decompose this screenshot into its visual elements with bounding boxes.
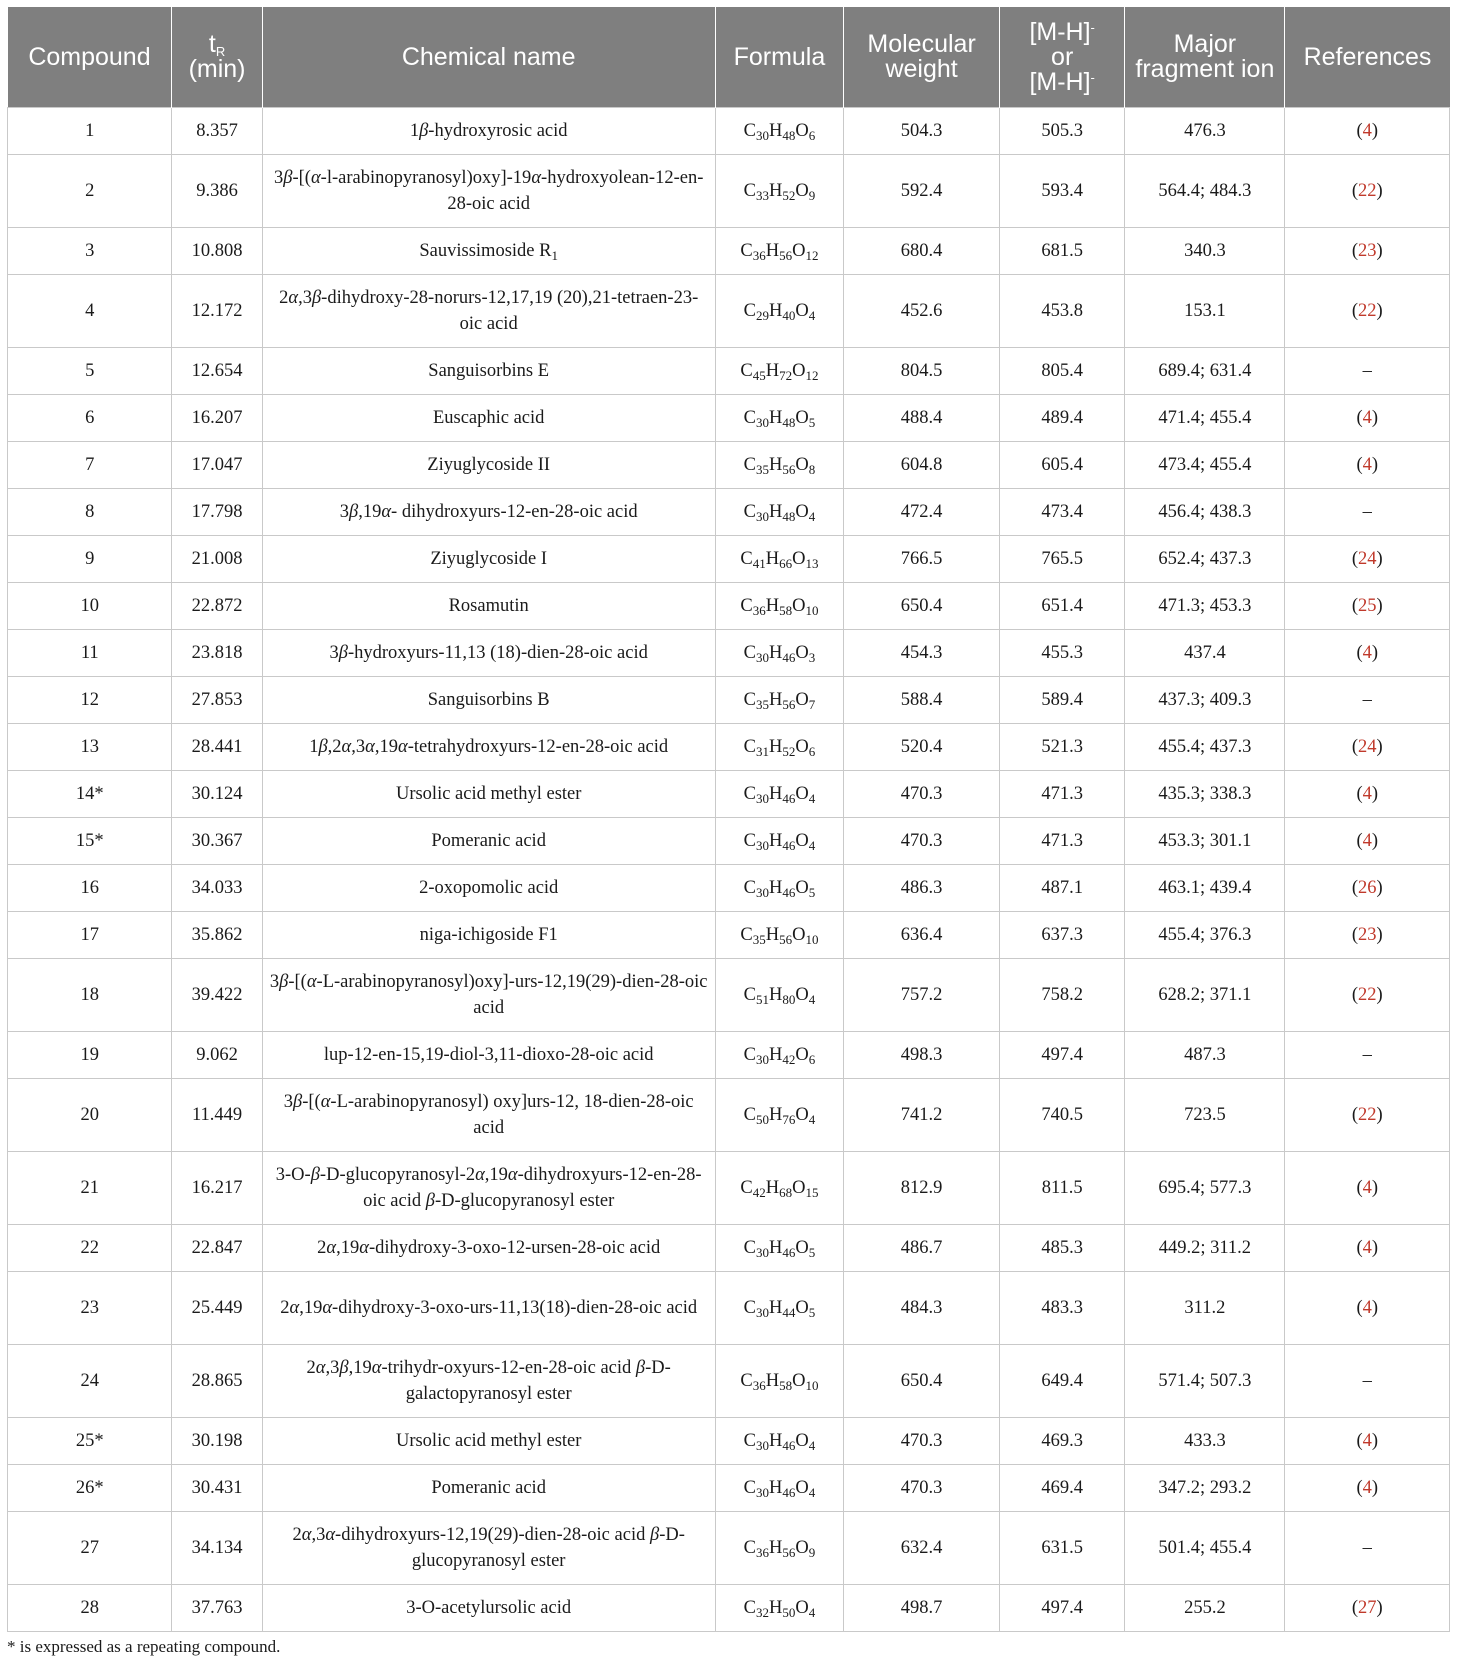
cell-formula: $C_{33}H_{52}O_9$ — [715, 155, 843, 228]
cell-formula: $C_{36}H_{58}O_{10}$ — [715, 583, 843, 630]
cell-retention-time: 39.422 — [172, 959, 262, 1032]
table-row — [8, 818, 1450, 865]
cell-chemical-name: 2α,19α-dihydroxy-3-oxo-12-ursen-28-oic acid — [262, 1225, 715, 1272]
cell-ion: 811.5 — [1000, 1152, 1125, 1225]
reference-link[interactable]: 22 — [1357, 301, 1377, 321]
cell-compound: 14* — [8, 771, 172, 818]
reference-link[interactable]: 27 — [1357, 1598, 1377, 1618]
reference-link[interactable]: 4 — [1362, 784, 1372, 804]
cell-retention-time: 22.872 — [172, 583, 262, 630]
cell-chemical-name: lup-12-en-15,19-diol-3,11-dioxo-28-oic acid — [262, 1032, 715, 1079]
cell-chemical-name: 1β,2α,3α,19α-tetrahydroxyurs-12-en-28-oic acid — [262, 724, 715, 771]
cell-reference: (22) — [1285, 1079, 1450, 1152]
cell-reference: (4) — [1285, 1152, 1450, 1225]
header-compound: Compound — [8, 7, 172, 108]
cell-ion: 637.3 — [1000, 912, 1125, 959]
cell-ion: 758.2 — [1000, 959, 1125, 1032]
table-row — [8, 724, 1450, 771]
cell-fragment: 347.2; 293.2 — [1125, 1465, 1285, 1512]
table-row — [8, 155, 1450, 228]
cell-ion: 589.4 — [1000, 677, 1125, 724]
reference-link[interactable]: 4 — [1362, 831, 1372, 851]
reference-link[interactable]: 26 — [1357, 878, 1377, 898]
table-row — [8, 1418, 1450, 1465]
cell-compound: 12 — [8, 677, 172, 724]
cell-retention-time: 30.198 — [172, 1418, 262, 1465]
cell-compound: 25* — [8, 1418, 172, 1465]
cell-reference: – — [1285, 1512, 1450, 1585]
cell-retention-time: 22.847 — [172, 1225, 262, 1272]
cell-compound: 2 — [8, 155, 172, 228]
reference-link[interactable]: 23 — [1357, 925, 1377, 945]
header-references: References — [1285, 7, 1450, 108]
cell-reference: (22) — [1285, 155, 1450, 228]
cell-chemical-name: 3β-[(α-l-arabinopyranosyl)oxy]-19α-hydroxyolean-12-en-28-oic acid — [262, 155, 715, 228]
cell-reference: (24) — [1285, 724, 1450, 771]
cell-fragment: 433.3 — [1125, 1418, 1285, 1465]
table-row — [8, 771, 1450, 818]
reference-link[interactable]: 24 — [1357, 737, 1377, 757]
cell-molecular-weight: 452.6 — [844, 275, 1000, 348]
cell-molecular-weight: 498.7 — [844, 1585, 1000, 1632]
cell-ion: 521.3 — [1000, 724, 1125, 771]
cell-compound: 26* — [8, 1465, 172, 1512]
table-row — [8, 1032, 1450, 1079]
cell-molecular-weight: 484.3 — [844, 1272, 1000, 1345]
table-row — [8, 228, 1450, 275]
cell-formula: $C_{30}H_{46}O_3$ — [715, 630, 843, 677]
cell-compound: 5 — [8, 348, 172, 395]
cell-chemical-name: Pomeranic acid — [262, 1465, 715, 1512]
cell-formula: $C_{30}H_{46}O_5$ — [715, 865, 843, 912]
cell-formula: $C_{30}H_{48}O_5$ — [715, 395, 843, 442]
cell-chemical-name: niga-ichigoside F1 — [262, 912, 715, 959]
cell-chemical-name: Sanguisorbins B — [262, 677, 715, 724]
header-tr-main: t — [208, 30, 216, 58]
cell-molecular-weight: 636.4 — [844, 912, 1000, 959]
cell-chemical-name: 3β-[(α-L-arabinopyranosyl)oxy]-urs-12,19(29)-dien-28-oic acid — [262, 959, 715, 1032]
cell-chemical-name: 3β-hydroxyurs-11,13 (18)-dien-28-oic acid — [262, 630, 715, 677]
table-row — [8, 1345, 1450, 1418]
table-row — [8, 1465, 1450, 1512]
cell-reference: (4) — [1285, 630, 1450, 677]
cell-retention-time: 28.865 — [172, 1345, 262, 1418]
cell-compound: 21 — [8, 1152, 172, 1225]
cell-reference: (4) — [1285, 1225, 1450, 1272]
reference-link[interactable]: 4 — [1362, 1178, 1372, 1198]
cell-compound: 11 — [8, 630, 172, 677]
cell-fragment: 255.2 — [1125, 1585, 1285, 1632]
cell-ion: 473.4 — [1000, 489, 1125, 536]
compound-table — [7, 7, 1450, 1632]
cell-reference: (22) — [1285, 275, 1450, 348]
cell-formula: $C_{29}H_{40}O_4$ — [715, 275, 843, 348]
cell-chemical-name: Ziyuglycoside II — [262, 442, 715, 489]
table-row — [8, 1272, 1450, 1345]
cell-retention-time: 8.357 — [172, 108, 262, 155]
cell-molecular-weight: 470.3 — [844, 1465, 1000, 1512]
cell-ion: 497.4 — [1000, 1585, 1125, 1632]
cell-retention-time: 34.033 — [172, 865, 262, 912]
cell-retention-time: 12.172 — [172, 275, 262, 348]
header-chemical-name: Chemical name — [262, 7, 715, 108]
header-tr-sub: R — [215, 44, 226, 59]
cell-retention-time: 17.047 — [172, 442, 262, 489]
cell-formula: $C_{30}H_{46}O_4$ — [715, 1418, 843, 1465]
cell-ion: 681.5 — [1000, 228, 1125, 275]
cell-formula: $C_{30}H_{46}O_5$ — [715, 1225, 843, 1272]
header-retention-time — [172, 7, 262, 108]
header-ion-line3-sup: - — [1090, 69, 1095, 85]
cell-ion: 605.4 — [1000, 442, 1125, 489]
cell-reference: (27) — [1285, 1585, 1450, 1632]
cell-compound: 4 — [8, 275, 172, 348]
cell-molecular-weight: 486.7 — [844, 1225, 1000, 1272]
cell-molecular-weight: 470.3 — [844, 1418, 1000, 1465]
cell-molecular-weight: 804.5 — [844, 348, 1000, 395]
cell-reference: – — [1285, 1345, 1450, 1418]
cell-fragment: 340.3 — [1125, 228, 1285, 275]
cell-ion: 453.8 — [1000, 275, 1125, 348]
table-row — [8, 348, 1450, 395]
cell-reference: – — [1285, 348, 1450, 395]
cell-fragment: 695.4; 577.3 — [1125, 1152, 1285, 1225]
table-row — [8, 395, 1450, 442]
header-formula: Formula — [715, 7, 843, 108]
cell-retention-time: 21.008 — [172, 536, 262, 583]
table-row — [8, 536, 1450, 583]
cell-fragment: 476.3 — [1125, 108, 1285, 155]
cell-molecular-weight: 766.5 — [844, 536, 1000, 583]
cell-ion: 805.4 — [1000, 348, 1125, 395]
cell-reference: (4) — [1285, 442, 1450, 489]
cell-retention-time: 23.818 — [172, 630, 262, 677]
cell-reference: (4) — [1285, 108, 1450, 155]
cell-retention-time: 17.798 — [172, 489, 262, 536]
cell-formula: $C_{30}H_{46}O_4$ — [715, 818, 843, 865]
reference-link[interactable]: 4 — [1362, 1298, 1372, 1318]
table-row — [8, 1152, 1450, 1225]
cell-compound: 24 — [8, 1345, 172, 1418]
cell-retention-time: 25.449 — [172, 1272, 262, 1345]
cell-retention-time: 30.367 — [172, 818, 262, 865]
cell-molecular-weight: 504.3 — [844, 108, 1000, 155]
cell-ion: 469.4 — [1000, 1465, 1125, 1512]
header-tr-unit: (min) — [188, 55, 246, 83]
cell-molecular-weight: 632.4 — [844, 1512, 1000, 1585]
cell-retention-time: 12.654 — [172, 348, 262, 395]
cell-fragment: 153.1 — [1125, 275, 1285, 348]
cell-retention-time: 16.207 — [172, 395, 262, 442]
cell-chemical-name: 2α,3β-dihydroxy-28-norurs-12,17,19 (20),21-tetraen-23-oic acid — [262, 275, 715, 348]
reference-link[interactable]: 24 — [1357, 549, 1377, 569]
cell-retention-time: 11.449 — [172, 1079, 262, 1152]
cell-reference: (24) — [1285, 536, 1450, 583]
cell-formula: $C_{30}H_{44}O_5$ — [715, 1272, 843, 1345]
cell-retention-time: 37.763 — [172, 1585, 262, 1632]
cell-ion: 505.3 — [1000, 108, 1125, 155]
cell-chemical-name: 3β,19α- dihydroxyurs-12-en-28-oic acid — [262, 489, 715, 536]
reference-link[interactable]: 23 — [1357, 241, 1377, 261]
cell-fragment: 501.4; 455.4 — [1125, 1512, 1285, 1585]
table-row — [8, 677, 1450, 724]
cell-ion: 471.3 — [1000, 818, 1125, 865]
cell-compound: 17 — [8, 912, 172, 959]
cell-fragment: 437.3; 409.3 — [1125, 677, 1285, 724]
cell-chemical-name: Ursolic acid methyl ester — [262, 1418, 715, 1465]
cell-compound: 19 — [8, 1032, 172, 1079]
cell-fragment: 471.3; 453.3 — [1125, 583, 1285, 630]
header-ion — [1000, 7, 1125, 108]
reference-link[interactable]: 22 — [1357, 1105, 1377, 1125]
cell-compound: 13 — [8, 724, 172, 771]
cell-reference: (22) — [1285, 959, 1450, 1032]
table-row — [8, 865, 1450, 912]
table-row — [8, 1512, 1450, 1585]
table-row — [8, 275, 1450, 348]
cell-fragment: 456.4; 438.3 — [1125, 489, 1285, 536]
cell-molecular-weight: 488.4 — [844, 395, 1000, 442]
cell-formula: $C_{30}H_{48}O_6$ — [715, 108, 843, 155]
compound-table-container — [7, 7, 1450, 1632]
cell-compound: 22 — [8, 1225, 172, 1272]
cell-molecular-weight: 592.4 — [844, 155, 1000, 228]
cell-ion: 469.3 — [1000, 1418, 1125, 1465]
cell-formula: $C_{30}H_{46}O_4$ — [715, 771, 843, 818]
cell-molecular-weight: 472.4 — [844, 489, 1000, 536]
cell-retention-time: 34.134 — [172, 1512, 262, 1585]
cell-molecular-weight: 650.4 — [844, 583, 1000, 630]
cell-reference: (25) — [1285, 583, 1450, 630]
cell-reference: (23) — [1285, 912, 1450, 959]
cell-retention-time: 10.808 — [172, 228, 262, 275]
cell-chemical-name: 2-oxopomolic acid — [262, 865, 715, 912]
cell-compound: 7 — [8, 442, 172, 489]
cell-compound: 9 — [8, 536, 172, 583]
cell-fragment: 628.2; 371.1 — [1125, 959, 1285, 1032]
cell-ion: 485.3 — [1000, 1225, 1125, 1272]
cell-compound: 3 — [8, 228, 172, 275]
cell-formula: $C_{35}H_{56}O_8$ — [715, 442, 843, 489]
cell-reference: – — [1285, 677, 1450, 724]
cell-reference: (26) — [1285, 865, 1450, 912]
table-row — [8, 1585, 1450, 1632]
cell-fragment: 564.4; 484.3 — [1125, 155, 1285, 228]
cell-formula: $C_{30}H_{42}O_6$ — [715, 1032, 843, 1079]
cell-fragment: 455.4; 437.3 — [1125, 724, 1285, 771]
cell-compound: 16 — [8, 865, 172, 912]
cell-formula: $C_{41}H_{66}O_{13}$ — [715, 536, 843, 583]
cell-ion: 740.5 — [1000, 1079, 1125, 1152]
cell-ion: 497.4 — [1000, 1032, 1125, 1079]
cell-ion: 471.3 — [1000, 771, 1125, 818]
cell-molecular-weight: 680.4 — [844, 228, 1000, 275]
cell-chemical-name: Ursolic acid methyl ester — [262, 771, 715, 818]
cell-ion: 765.5 — [1000, 536, 1125, 583]
reference-link[interactable]: 22 — [1357, 985, 1377, 1005]
cell-retention-time: 30.124 — [172, 771, 262, 818]
cell-chemical-name: 2α,3β,19α-trihydr-oxyurs-12-en-28-oic acid β-D-galactopyranosyl ester — [262, 1345, 715, 1418]
cell-reference: – — [1285, 489, 1450, 536]
cell-ion: 593.4 — [1000, 155, 1125, 228]
cell-ion: 631.5 — [1000, 1512, 1125, 1585]
cell-chemical-name: Sauvissimoside $R_1$ — [262, 228, 715, 275]
cell-chemical-name: Sanguisorbins E — [262, 348, 715, 395]
cell-retention-time: 27.853 — [172, 677, 262, 724]
table-row — [8, 959, 1450, 1032]
cell-chemical-name: 2α,19α-dihydroxy-3-oxo-urs-11,13(18)-dien-28-oic acid — [262, 1272, 715, 1345]
table-row — [8, 1225, 1450, 1272]
cell-ion: 489.4 — [1000, 395, 1125, 442]
cell-retention-time: 9.386 — [172, 155, 262, 228]
cell-formula: $C_{36}H_{56}O_9$ — [715, 1512, 843, 1585]
cell-fragment: 455.4; 376.3 — [1125, 912, 1285, 959]
cell-formula: $C_{45}H_{72}O_{12}$ — [715, 348, 843, 395]
cell-compound: 20 — [8, 1079, 172, 1152]
cell-fragment: 689.4; 631.4 — [1125, 348, 1285, 395]
cell-molecular-weight: 470.3 — [844, 818, 1000, 865]
table-row — [8, 108, 1450, 155]
reference-link[interactable]: 25 — [1357, 596, 1377, 616]
cell-formula: $C_{50}H_{76}O_4$ — [715, 1079, 843, 1152]
table-row — [8, 489, 1450, 536]
header-ion-line3: [M-H] — [1029, 67, 1091, 96]
cell-reference: (4) — [1285, 1272, 1450, 1345]
reference-link[interactable]: 4 — [1362, 1478, 1372, 1498]
cell-compound: 28 — [8, 1585, 172, 1632]
cell-fragment: 723.5 — [1125, 1079, 1285, 1152]
cell-chemical-name: 2α,3α-dihydroxyurs-12,19(29)-dien-28-oic acid β-D-glucopyranosyl ester — [262, 1512, 715, 1585]
cell-formula: $C_{30}H_{46}O_4$ — [715, 1465, 843, 1512]
cell-retention-time: 9.062 — [172, 1032, 262, 1079]
cell-molecular-weight: 650.4 — [844, 1345, 1000, 1418]
cell-chemical-name: 3-O-acetylursolic acid — [262, 1585, 715, 1632]
cell-molecular-weight: 741.2 — [844, 1079, 1000, 1152]
cell-fragment: 449.2; 311.2 — [1125, 1225, 1285, 1272]
header-ion-line1: [M-H] — [1029, 17, 1091, 46]
cell-formula: $C_{31}H_{52}O_6$ — [715, 724, 843, 771]
cell-formula: $C_{30}H_{48}O_4$ — [715, 489, 843, 536]
cell-ion: 651.4 — [1000, 583, 1125, 630]
cell-chemical-name: Euscaphic acid — [262, 395, 715, 442]
cell-molecular-weight: 498.3 — [844, 1032, 1000, 1079]
header-ion-line2: or — [1051, 42, 1074, 71]
cell-molecular-weight: 588.4 — [844, 677, 1000, 724]
reference-link[interactable]: 4 — [1362, 121, 1372, 141]
cell-molecular-weight: 812.9 — [844, 1152, 1000, 1225]
cell-compound: 10 — [8, 583, 172, 630]
cell-fragment: 311.2 — [1125, 1272, 1285, 1345]
cell-formula: $C_{35}H_{56}O_{10}$ — [715, 912, 843, 959]
cell-fragment: 471.4; 455.4 — [1125, 395, 1285, 442]
cell-chemical-name: 3β-[(α-L-arabinopyranosyl) oxy]urs-12, 18-dien-28-oic acid — [262, 1079, 715, 1152]
cell-compound: 18 — [8, 959, 172, 1032]
cell-chemical-name: Pomeranic acid — [262, 818, 715, 865]
table-row — [8, 1079, 1450, 1152]
cell-retention-time: 35.862 — [172, 912, 262, 959]
cell-molecular-weight: 486.3 — [844, 865, 1000, 912]
cell-compound: 1 — [8, 108, 172, 155]
cell-compound: 27 — [8, 1512, 172, 1585]
cell-reference: (4) — [1285, 395, 1450, 442]
cell-fragment: 435.3; 338.3 — [1125, 771, 1285, 818]
cell-reference: (4) — [1285, 1465, 1450, 1512]
cell-fragment: 463.1; 439.4 — [1125, 865, 1285, 912]
cell-molecular-weight: 454.3 — [844, 630, 1000, 677]
cell-chemical-name: Rosamutin — [262, 583, 715, 630]
cell-formula: $C_{42}H_{68}O_{15}$ — [715, 1152, 843, 1225]
cell-retention-time: 30.431 — [172, 1465, 262, 1512]
cell-reference: (4) — [1285, 818, 1450, 865]
cell-reference: – — [1285, 1032, 1450, 1079]
cell-molecular-weight: 520.4 — [844, 724, 1000, 771]
reference-link[interactable]: 4 — [1362, 1431, 1372, 1451]
cell-reference: (4) — [1285, 771, 1450, 818]
cell-formula: $C_{32}H_{50}O_4$ — [715, 1585, 843, 1632]
table-row — [8, 442, 1450, 489]
cell-formula: $C_{51}H_{80}O_4$ — [715, 959, 843, 1032]
cell-compound: 6 — [8, 395, 172, 442]
table-body — [8, 108, 1450, 1632]
cell-ion: 455.3 — [1000, 630, 1125, 677]
cell-ion: 649.4 — [1000, 1345, 1125, 1418]
cell-reference: (23) — [1285, 228, 1450, 275]
cell-fragment: 571.4; 507.3 — [1125, 1345, 1285, 1418]
table-row — [8, 583, 1450, 630]
cell-ion: 483.3 — [1000, 1272, 1125, 1345]
table-row — [8, 912, 1450, 959]
reference-link[interactable]: 4 — [1362, 1238, 1372, 1258]
cell-fragment: 453.3; 301.1 — [1125, 818, 1285, 865]
cell-reference: (4) — [1285, 1418, 1450, 1465]
reference-link[interactable]: 4 — [1362, 408, 1372, 428]
cell-molecular-weight: 757.2 — [844, 959, 1000, 1032]
cell-formula: $C_{36}H_{58}O_{10}$ — [715, 1345, 843, 1418]
cell-fragment: 437.4 — [1125, 630, 1285, 677]
cell-compound: 15* — [8, 818, 172, 865]
cell-chemical-name: Ziyuglycoside I — [262, 536, 715, 583]
cell-molecular-weight: 470.3 — [844, 771, 1000, 818]
table-footnote: * is expressed as a repeating compound. — [7, 1637, 281, 1656]
reference-link[interactable]: 4 — [1362, 455, 1372, 475]
cell-retention-time: 16.217 — [172, 1152, 262, 1225]
cell-formula: $C_{36}H_{56}O_{12}$ — [715, 228, 843, 275]
header-molecular-weight: Molecular weight — [844, 7, 1000, 108]
header-major-fragment-ion: Major fragment ion — [1125, 7, 1285, 108]
cell-compound: 23 — [8, 1272, 172, 1345]
cell-chemical-name: 3-O-β-D-glucopyranosyl-2α,19α-dihydroxyurs-12-en-28-oic acid β-D-glucopyranosyl ester — [262, 1152, 715, 1225]
cell-formula: $C_{35}H_{56}O_7$ — [715, 677, 843, 724]
table-header-row — [8, 7, 1450, 108]
cell-compound: 8 — [8, 489, 172, 536]
cell-molecular-weight: 604.8 — [844, 442, 1000, 489]
header-ion-line1-sup: - — [1090, 19, 1095, 35]
table-row — [8, 630, 1450, 677]
cell-fragment: 652.4; 437.3 — [1125, 536, 1285, 583]
cell-fragment: 473.4; 455.4 — [1125, 442, 1285, 489]
cell-fragment: 487.3 — [1125, 1032, 1285, 1079]
reference-link[interactable]: 22 — [1357, 181, 1377, 201]
cell-retention-time: 28.441 — [172, 724, 262, 771]
reference-link[interactable]: 4 — [1362, 643, 1372, 663]
cell-ion: 487.1 — [1000, 865, 1125, 912]
cell-chemical-name: 1β-hydroxyrosic acid — [262, 108, 715, 155]
